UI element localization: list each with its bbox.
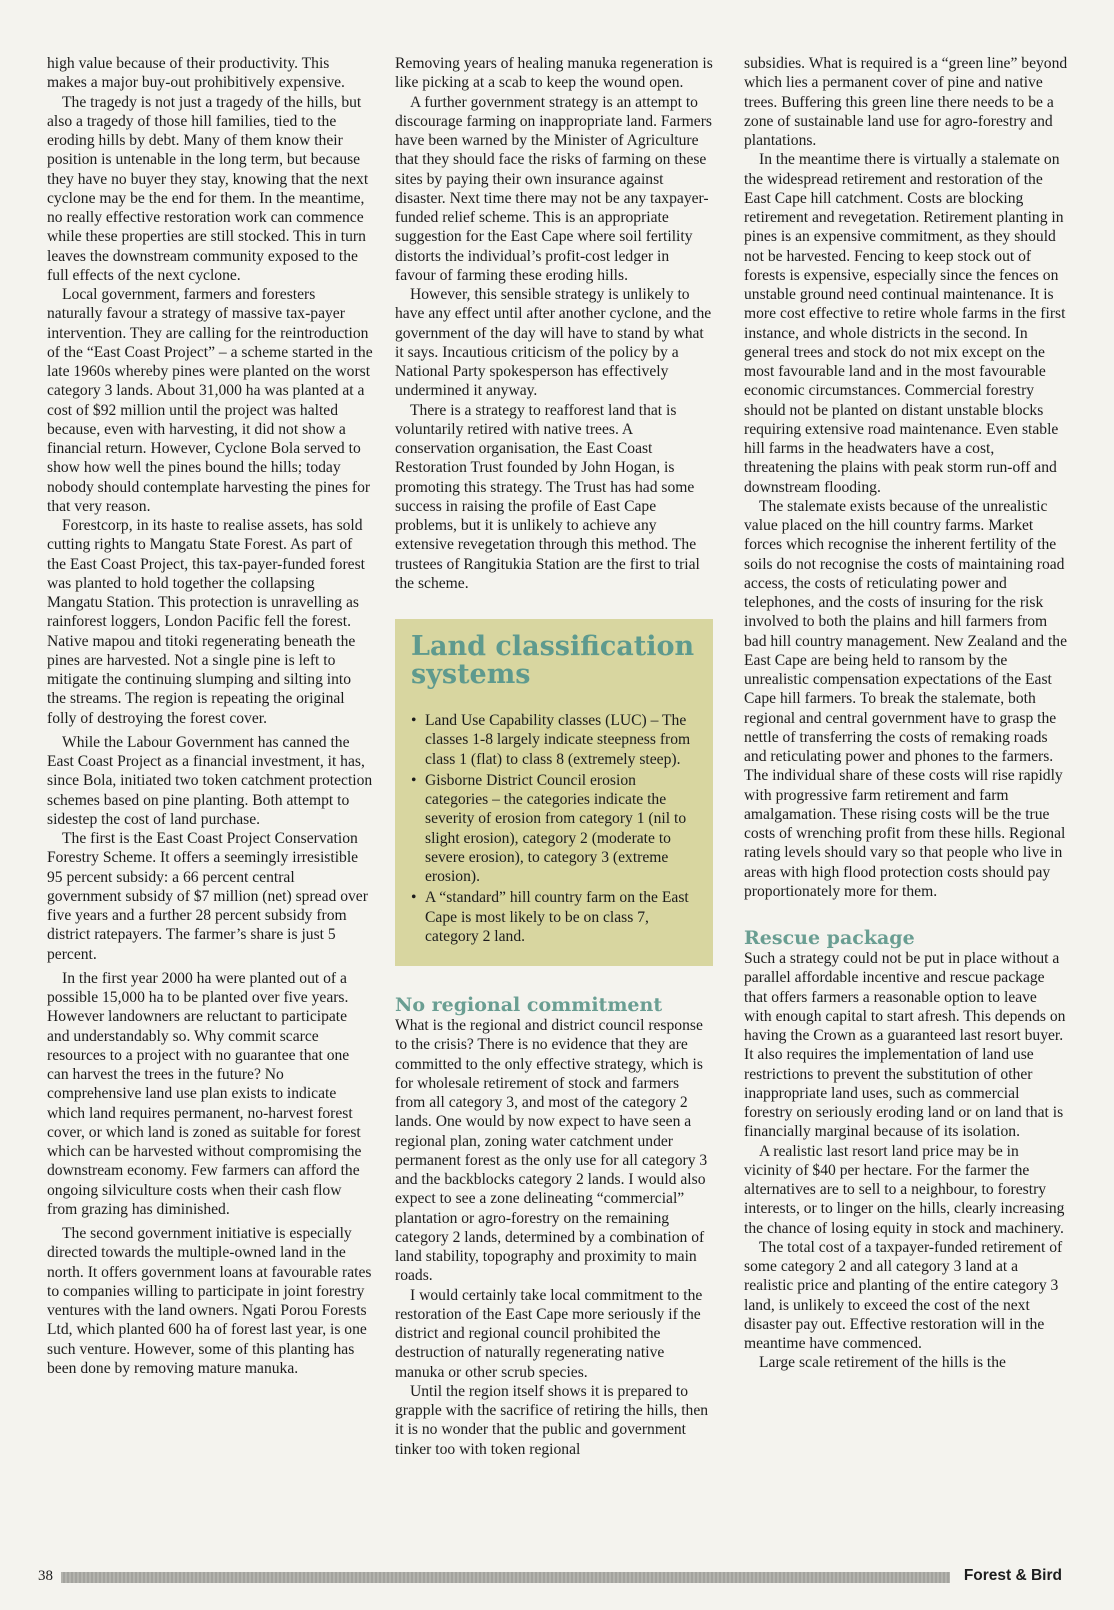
paragraph: The total cost of a taxpayer-funded retirement of some category 2 and all category 3 land at a realistic price and planting of the entire category 3 land, is unlikely to exceed the cost of the next disaster pay out. Effective restoration will in the meantime have commenced. bbox=[744, 1238, 1063, 1352]
paragraph: The stalemate exists because of the unrealistic value placed on the hill country farms. Market forces which recognise the inherent fertility of the soils do not recognise the costs of maintaining road access, the costs of reticulating power and telephones, and the costs of insuring for the risk involved to both the plains and hill farmers from bad hill country management. New Zealand and the East Cape are being held to ransom by the unrealistic compensation expectations of the East Cape hill farmers. To break the stalemate, both regional and central government have to grasp the nettle of transferring the costs of remaking roads and reticulating power and phones to the farmers. The individual share of these costs will rise rapidly with progressive farm retirement and farm amalgamation. These rising costs will be the true costs of wrenching profit from these hills. Regional rating levels should vary so that people who live in areas with high flood protection costs should pay proportionately more for them. bbox=[744, 497, 1068, 900]
column-3 bbox=[744, 54, 1068, 1373]
paragraph: subsidies. What is required is a “green line” beyond which lies a permanent cover of pine and native trees. Buffering this green line there needs to be a zone of sustainable land use for agro-forestry and plantations. bbox=[744, 55, 1068, 149]
paragraph: I would certainly take local commitment to the restoration of the East Cape more seriously if the district and regional council prohibited the destruction of naturally regenerating native manuka or other scrub species. bbox=[395, 1286, 703, 1381]
section-heading-rescue-package: Rescue package bbox=[744, 927, 915, 949]
paragraph: Removing years of healing manuka regeneration is like picking at a scab to keep the wound open. bbox=[395, 55, 713, 92]
page-number: 38 bbox=[38, 1568, 53, 1584]
page-footer bbox=[38, 1566, 1062, 1590]
land-classification-sidebar bbox=[395, 619, 713, 966]
classification-list bbox=[411, 711, 697, 946]
paragraph: While the Labour Government has canned the East Coast Project as a financial investment, it has, since Bola, initiated two token catchment protection schemes based on pine planting. Both attempt to sidestep the cost of land purchase. bbox=[47, 733, 373, 828]
paragraph: Forestcorp, in its haste to realise assets, has sold cutting rights to Mangatu State Forest. As part of the East Coast Project, this tax-payer-funded forest was planted to hold together the collapsing Mangatu Station. This protection is unravelling as rainforest loggers, London Pacific fell the forest. Native mapou and titoki regenerating beneath the pines are harvested. Not a single pine is left to mitigate the continuing slumping and silting into the streams. The region is repeating the original folly of destroying the forest cover. bbox=[47, 517, 365, 727]
section-heading-no-regional-commitment: No regional commitment bbox=[395, 994, 663, 1016]
column-1 bbox=[47, 54, 373, 1378]
column-2 bbox=[395, 54, 713, 1459]
list-item: • Land Use Capability classes (LUC) – The classes 1-8 largely indicate steepness from class 1 (flat) to class 8 (extremely steep). bbox=[411, 711, 697, 769]
paragraph: Local government, farmers and foresters naturally favour a strategy of massive tax-payer intervention. They are calling for the reintroduction of the “East Coast Project” – a scheme started in the late 1960s whereby pines were planted on the worst category 3 lands. About 31,000 ha was planted at a cost of $92 million until the project was halted because, even with harvesting, it did not show a financial return. However, Cyclone Bola served to show how well the pines bound the hills; today nobody should contemplate harvesting the pines for that very reason. bbox=[47, 286, 373, 515]
paragraph: In the first year 2000 ha were planted out of a possible 15,000 ha to be planted over five years. However landowners are reluctant to participate and understandably so. Why commit scarce resources to a project with no guarantee that one can harvest the trees in the future? No comprehensive land use plan exists to indicate which land requires permanent, no-harvest forest cover, or which land is zoned as suitable for forest which can be harvested without compromising the downstream economy. Few farmers can afford the ongoing silviculture costs when their cash flow from grazing has diminished. bbox=[47, 969, 362, 1218]
paragraph: In the meantime there is virtually a stalemate on the widespread retirement and restoration of the East Cape hill catchment. Costs are blocking retirement and revegetation. Retirement planting in pines is an expensive commitment, as they should not be harvested. Fencing to keep stock out of forests is expensive, especially since the fences on unstable ground need continual maintenance. It is more cost effective to retire whole farms in the first instance, and whole districts in the second. In general trees and stock do not mix except on the most favourable land and in the most favourable economic circumstances. Commercial forestry should not be planted on distant unstable blocks requiring extensive road maintenance. Even stable hill farms in the headwaters have a cost, threatening the plains with peak storm run-off and downstream flooding. bbox=[744, 151, 1066, 496]
paragraph: high value because of their productivity. This makes a major buy-out prohibitively expensive. bbox=[47, 55, 345, 92]
paragraph: Until the region itself shows it is prepared to grapple with the sacrifice of retiring the hills, then it is no wonder that the public and government tinker too with token regional bbox=[395, 1382, 709, 1458]
paragraph: However, this sensible strategy is unlikely to have any effect until after another cyclone, and the government of the day will have to stand by what it says. Incautious criticism of the policy by a National Party spokesperson has effectively undermined it anyway. bbox=[395, 286, 712, 400]
paragraph: A further government strategy is an attempt to discourage farming on inappropriate land. Farmers have been warned by the Minister of Agriculture that they should face the risks of farming on these sites by paying their own insurance against disaster. Next time there may not be any taxpayer-funded relief scheme. This is an appropriate suggestion for the East Cape where soil fertility distorts the individual’s profit-cost ledger in favour of farming these eroding hills. bbox=[395, 93, 712, 284]
magazine-name: Forest & Bird bbox=[963, 1567, 1062, 1584]
sidebar-title: Land classification systems bbox=[411, 631, 695, 690]
paragraph: There is a strategy to reafforest land that is voluntarily retired with native trees. A conservation organisation, the East Coast Restoration Trust founded by John Hogan, is promoting this strategy. The Trust has had some success in raising the profile of East Cape problems, but it is unlikely to achieve any extensive revegetation through this method. The trustees of Rangitukia Station are the first to trial the scheme. bbox=[395, 401, 700, 592]
footer-rule bbox=[61, 1572, 950, 1583]
paragraph: A realistic last resort land price may be in vicinity of $40 per hectare. For the farmer the alternatives are to sell to a neighbour, to forestry interests, or to linger on the hills, clearly increasing the chance of losing equity in stock and machinery. bbox=[744, 1142, 1065, 1237]
paragraph: The second government initiative is especially directed towards the multiple-owned land in the north. It offers government loans at favourable rates to companies willing to participate in joint forestry ventures with the land owners. Ngati Porou Forests Ltd, which planted 600 ha of forest last year, is one such venture. However, some of this planting has been done by removing mature manuka. bbox=[47, 1225, 372, 1377]
list-item: • A “standard” hill country farm on the East Cape is most likely to be on class 7, category 2 land. bbox=[411, 888, 697, 946]
paragraph: Such a strategy could not be put in place without a parallel affordable incentive and rescue package that offers farmers a reasonable option to leave with enough capital to start afresh. This depends on having the Crown as a guaranteed last resort buyer. It also requires the implementation of land use restrictions to prevent the substitution of other inappropriate land uses, such as commercial forestry on seriously eroding land or on land that is financially marginal because of its isolation. bbox=[744, 950, 1066, 1141]
paragraph: Large scale retirement of the hills is the bbox=[759, 1354, 1006, 1372]
list-item: • Gisborne District Council erosion categories – the categories indicate the severity of erosion from category 1 (nil to slight erosion), category 2 (moderate to severe erosion), to category 3 (extreme erosion). bbox=[411, 771, 697, 887]
paragraph: The tragedy is not just a tragedy of the hills, but also a tragedy of those hill families, tied to the eroding hills by debt. Many of them know their position is untenable in the long term, but because they have no buyer they stay, knowing that the next cyclone may be the end for them. In the meantime, no really effective restoration work can commence while these properties are still stocked. This in turn leaves the downstream community exposed to the full effects of the next cyclone. bbox=[47, 93, 369, 284]
paragraph: What is the regional and district council response to the crisis? There is no evidence that they are committed to the only effective strategy, which is for wholesale retirement of stock and farmers from all category 3, and most of the category 2 lands. One would by now expect to have seen a regional plan, zoning water catchment under permanent forest as the only use for all category 3 and the backblocks category 2 lands. I would also expect to see a zone delineating “commercial” plantation or agro-forestry on the remaining category 2 lands, determined by a combination of land stability, topography and proximity to main roads. bbox=[395, 1017, 708, 1285]
paragraph: The first is the East Coast Project Conservation Forestry Scheme. It offers a seemingly irresistible 95 percent subsidy: a 66 percent central government subsidy of $7 million (net) spread over five years and a further 28 percent subsidy from district ratepayers. The farmer’s share is just 5 percent. bbox=[47, 830, 368, 963]
